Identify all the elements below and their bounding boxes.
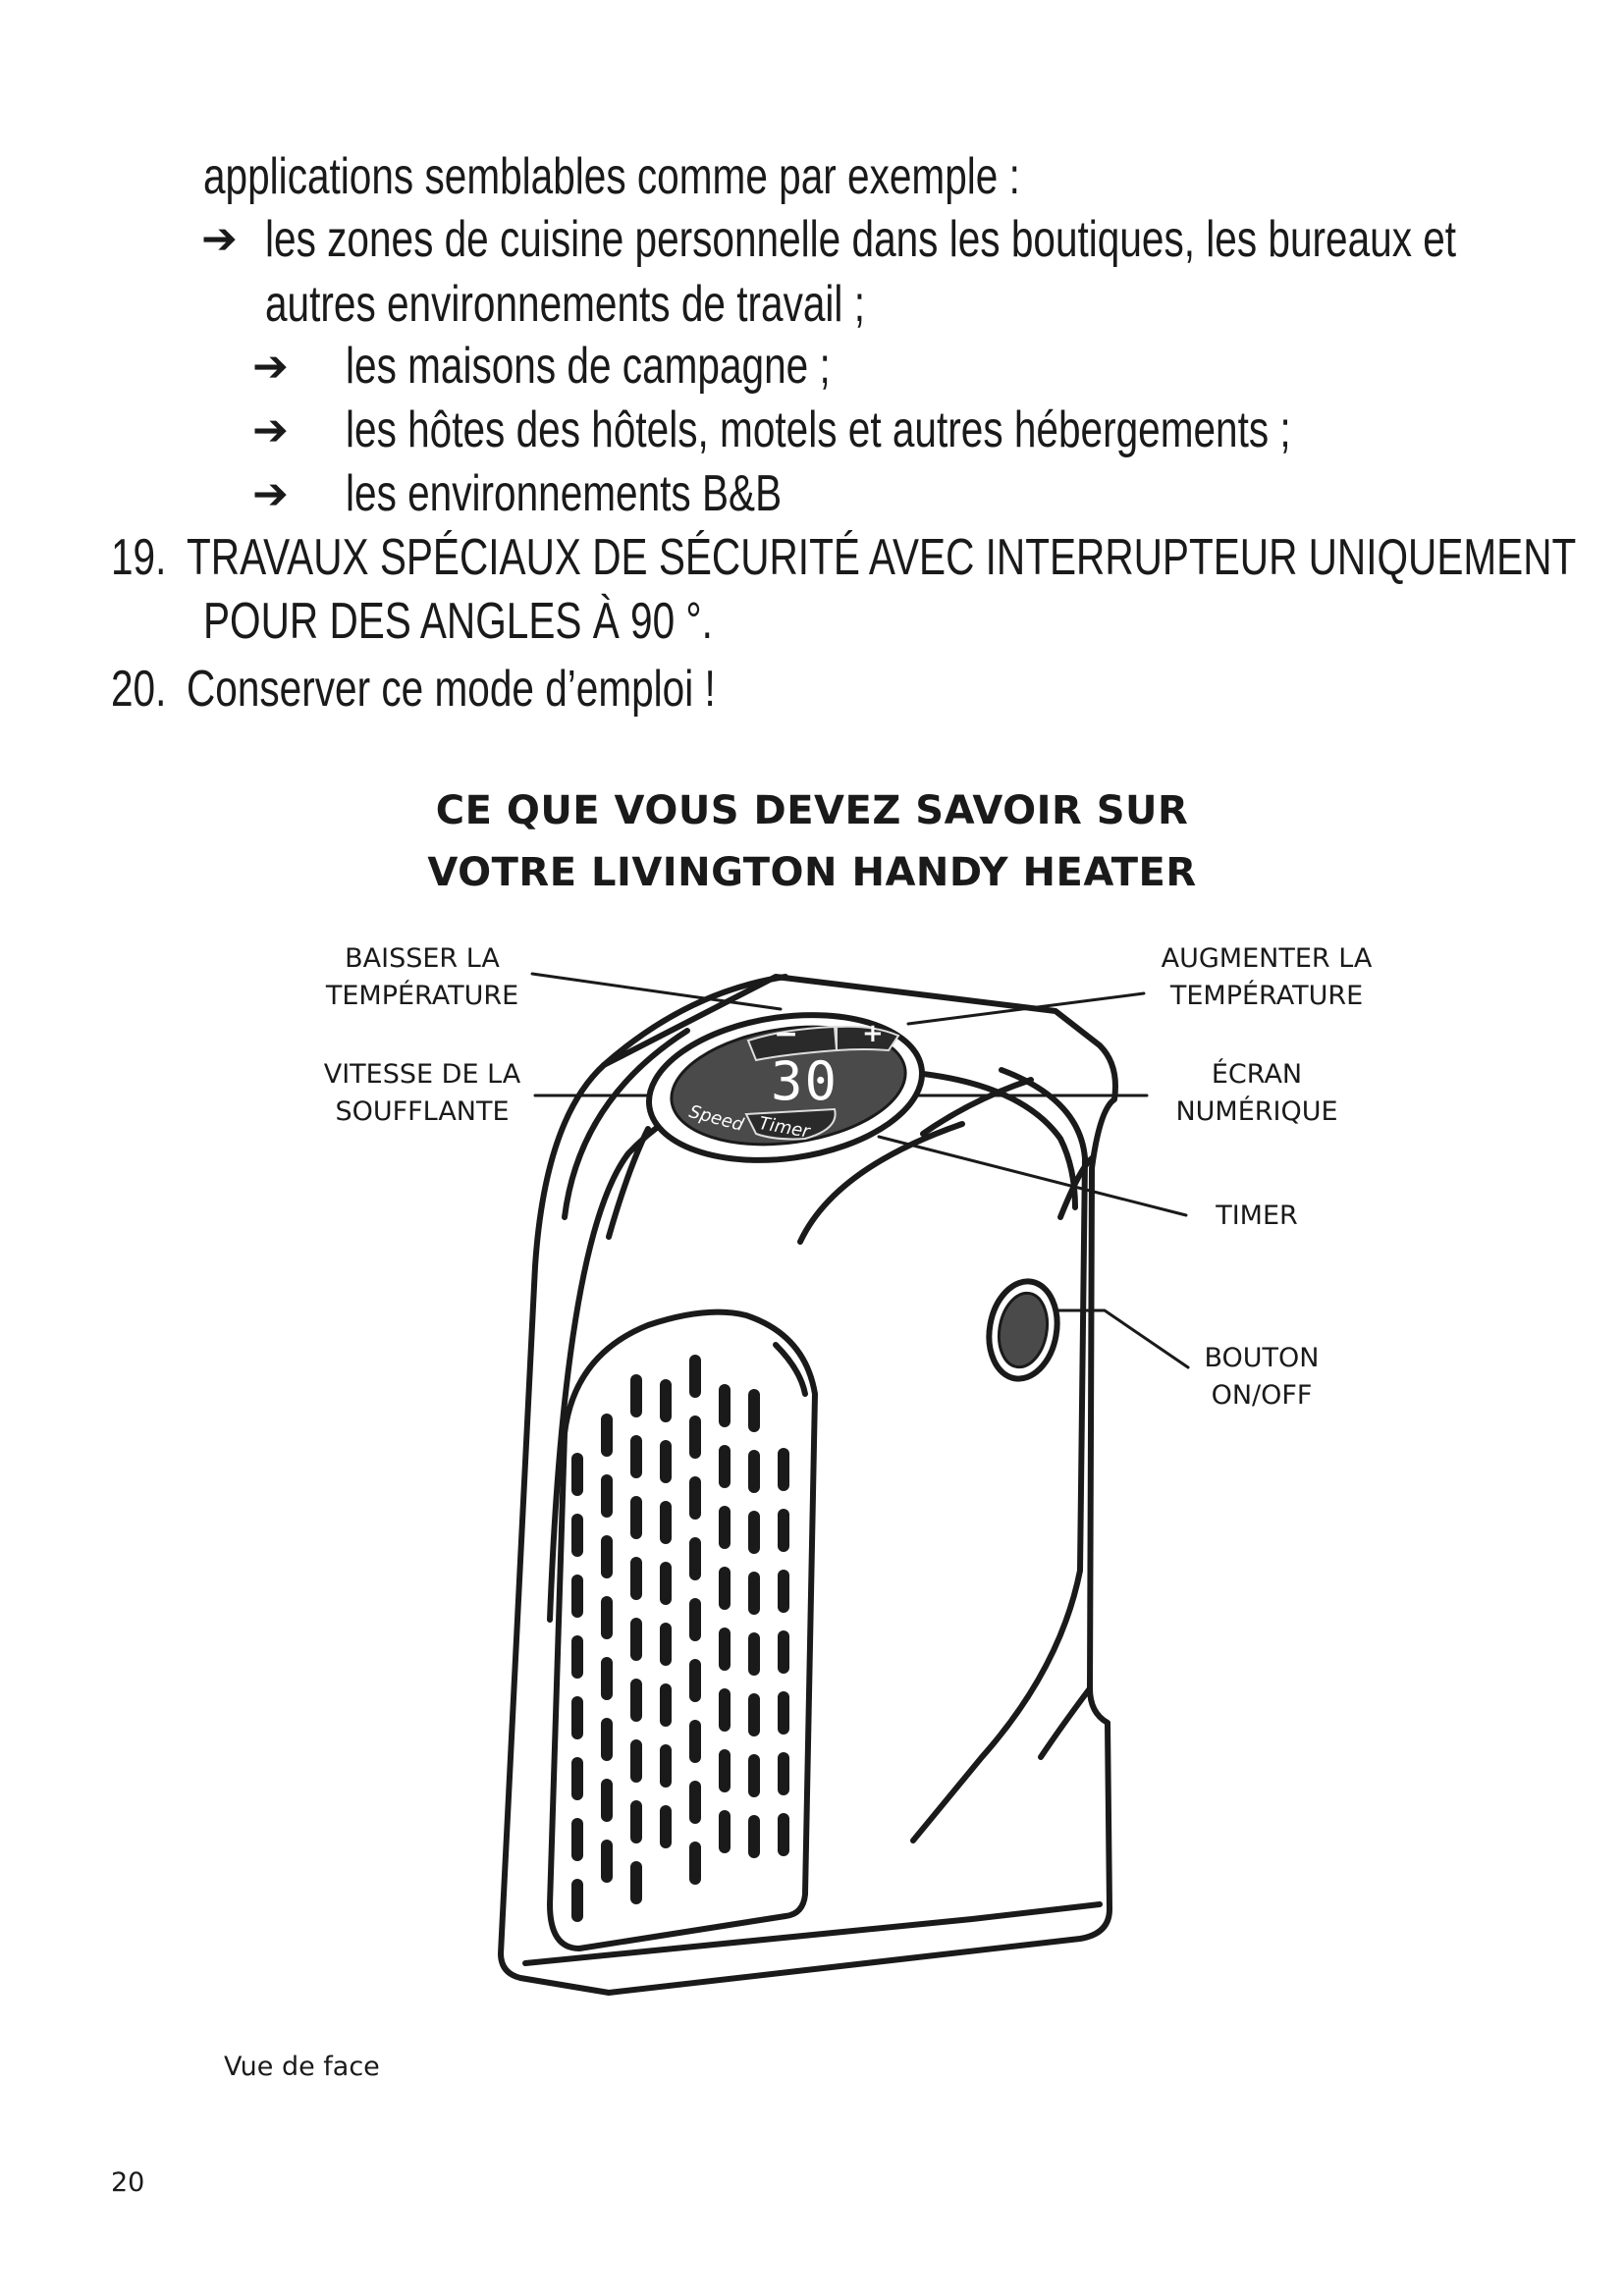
vent-slot	[660, 1623, 672, 1666]
panel-plus-label: +	[862, 1019, 884, 1048]
vent-slot	[689, 1476, 701, 1520]
vent-slot	[660, 1805, 672, 1848]
vent-slot	[601, 1414, 613, 1457]
vent-slot	[719, 1628, 731, 1671]
vent-slot	[689, 1598, 701, 1641]
vent-slots	[571, 1355, 789, 1922]
label-line: AUGMENTER LA	[1161, 943, 1373, 974]
grille-panel-outline	[550, 1312, 815, 1949]
vent-slot	[748, 1389, 760, 1432]
vent-slot	[660, 1744, 672, 1788]
vent-slot	[778, 1813, 789, 1856]
bullet-arrow-icon: ➔	[252, 469, 289, 519]
vent-slot	[601, 1779, 613, 1822]
intro-line: applications semblables comme par exemple :	[203, 148, 1020, 205]
vent-slot	[630, 1435, 642, 1478]
panel-timer-label: Timer	[757, 1113, 812, 1143]
vent-slot	[571, 1453, 583, 1496]
vent-slot	[689, 1537, 701, 1580]
vent-slot	[689, 1781, 701, 1824]
vent-slot	[748, 1511, 760, 1554]
vent-slot	[571, 1757, 583, 1800]
vent-slot	[571, 1879, 583, 1922]
label-line: ON/OFF	[1211, 1380, 1313, 1411]
vent-slot	[601, 1840, 613, 1883]
bullet-arrow-icon: ➔	[252, 342, 289, 392]
vent-slot	[601, 1535, 613, 1578]
vent-slot	[601, 1474, 613, 1518]
label-line: ÉCRAN	[1211, 1059, 1303, 1090]
vent-slot	[571, 1696, 583, 1739]
vent-slot	[571, 1575, 583, 1618]
vent-slot	[630, 1861, 642, 1904]
vent-slot	[719, 1506, 731, 1549]
vent-slot	[660, 1440, 672, 1483]
bullet-2-text: les maisons de campagne ;	[346, 338, 831, 395]
vent-slot	[719, 1810, 731, 1853]
vent-slot	[748, 1754, 760, 1797]
label-line: SOUFFLANTE	[335, 1096, 510, 1127]
bullet-arrow-icon: ➔	[201, 214, 238, 264]
vent-slot	[571, 1514, 583, 1557]
panel-speed-label: Speed	[686, 1101, 746, 1136]
vent-slot	[630, 1679, 642, 1722]
vent-slot	[778, 1630, 789, 1674]
vent-slot	[719, 1749, 731, 1792]
vent-slot	[689, 1720, 701, 1763]
power-knob	[982, 1276, 1064, 1384]
bullet-1-text: les zones de cuisine personnelle dans les boutiques, les bureaux et	[265, 211, 1457, 268]
vent-slot	[660, 1379, 672, 1422]
item-20-text: Conserver ce mode d’emploi !	[187, 661, 716, 718]
section-heading-line-1: CE QUE VOUS DEVEZ SAVOIR SUR	[435, 788, 1189, 833]
bullet-1-continuation: autres environnements de travail ;	[265, 276, 865, 333]
label-line: BOUTON	[1204, 1343, 1320, 1373]
vent-slot	[689, 1415, 701, 1459]
section-heading-line-2: VOTRE LIVINGTON HANDY HEATER	[427, 850, 1197, 895]
vent-slot	[630, 1557, 642, 1600]
vent-slot	[689, 1659, 701, 1702]
vent-slot	[601, 1596, 613, 1639]
vent-slot	[778, 1509, 789, 1552]
vent-slot	[778, 1448, 789, 1491]
label-line: VITESSE DE LA	[323, 1059, 521, 1090]
vent-slot	[689, 1842, 701, 1885]
vent-slot	[630, 1496, 642, 1539]
vent-slot	[719, 1688, 731, 1732]
label-line: BAISSER LA	[345, 943, 500, 974]
bullet-4-text: les environnements B&B	[346, 465, 783, 522]
vent-slot	[748, 1815, 760, 1858]
vent-slot	[748, 1632, 760, 1676]
vent-slot	[689, 1355, 701, 1398]
panel-temperature-readout: 30	[771, 1050, 839, 1112]
vent-slot	[660, 1562, 672, 1605]
bullet-3-text: les hôtes des hôtels, motels et autres hébergements ;	[346, 401, 1291, 458]
vent-slot	[571, 1818, 583, 1861]
label-line: TEMPÉRATURE	[1169, 981, 1364, 1011]
diagram-caption: Vue de face	[224, 2052, 380, 2082]
label-line: TEMPÉRATURE	[325, 981, 519, 1011]
panel-minus-label: −	[774, 1017, 799, 1051]
vent-slot	[719, 1567, 731, 1610]
vent-slot	[778, 1752, 789, 1795]
label-line: NUMÉRIQUE	[1175, 1096, 1338, 1127]
vent-slot	[630, 1800, 642, 1843]
vent-slot	[601, 1718, 613, 1761]
item-20-number: 20.	[111, 661, 167, 718]
vent-slot	[630, 1618, 642, 1661]
vent-slot	[719, 1384, 731, 1427]
page-number: 20	[111, 2167, 145, 2198]
item-19-text: TRAVAUX SPÉCIAUX DE SÉCURITÉ AVEC INTERRUPTEUR UNIQUEMENT	[187, 529, 1577, 586]
vent-slot	[778, 1691, 789, 1735]
item-19-continuation: POUR DES ANGLES À 90 °.	[203, 593, 713, 650]
item-19-number: 19.	[111, 529, 167, 586]
vent-slot	[630, 1374, 642, 1417]
vent-slot	[719, 1445, 731, 1488]
vent-slot	[660, 1683, 672, 1727]
vent-slot	[601, 1657, 613, 1700]
vent-slot	[748, 1693, 760, 1736]
vent-slot	[778, 1570, 789, 1613]
vent-slot	[660, 1501, 672, 1544]
bullet-arrow-icon: ➔	[252, 405, 289, 455]
vent-slot	[748, 1450, 760, 1493]
vent-slot	[748, 1572, 760, 1615]
vent-slot	[571, 1635, 583, 1679]
vent-slot	[630, 1739, 642, 1783]
label-line: TIMER	[1216, 1201, 1298, 1231]
